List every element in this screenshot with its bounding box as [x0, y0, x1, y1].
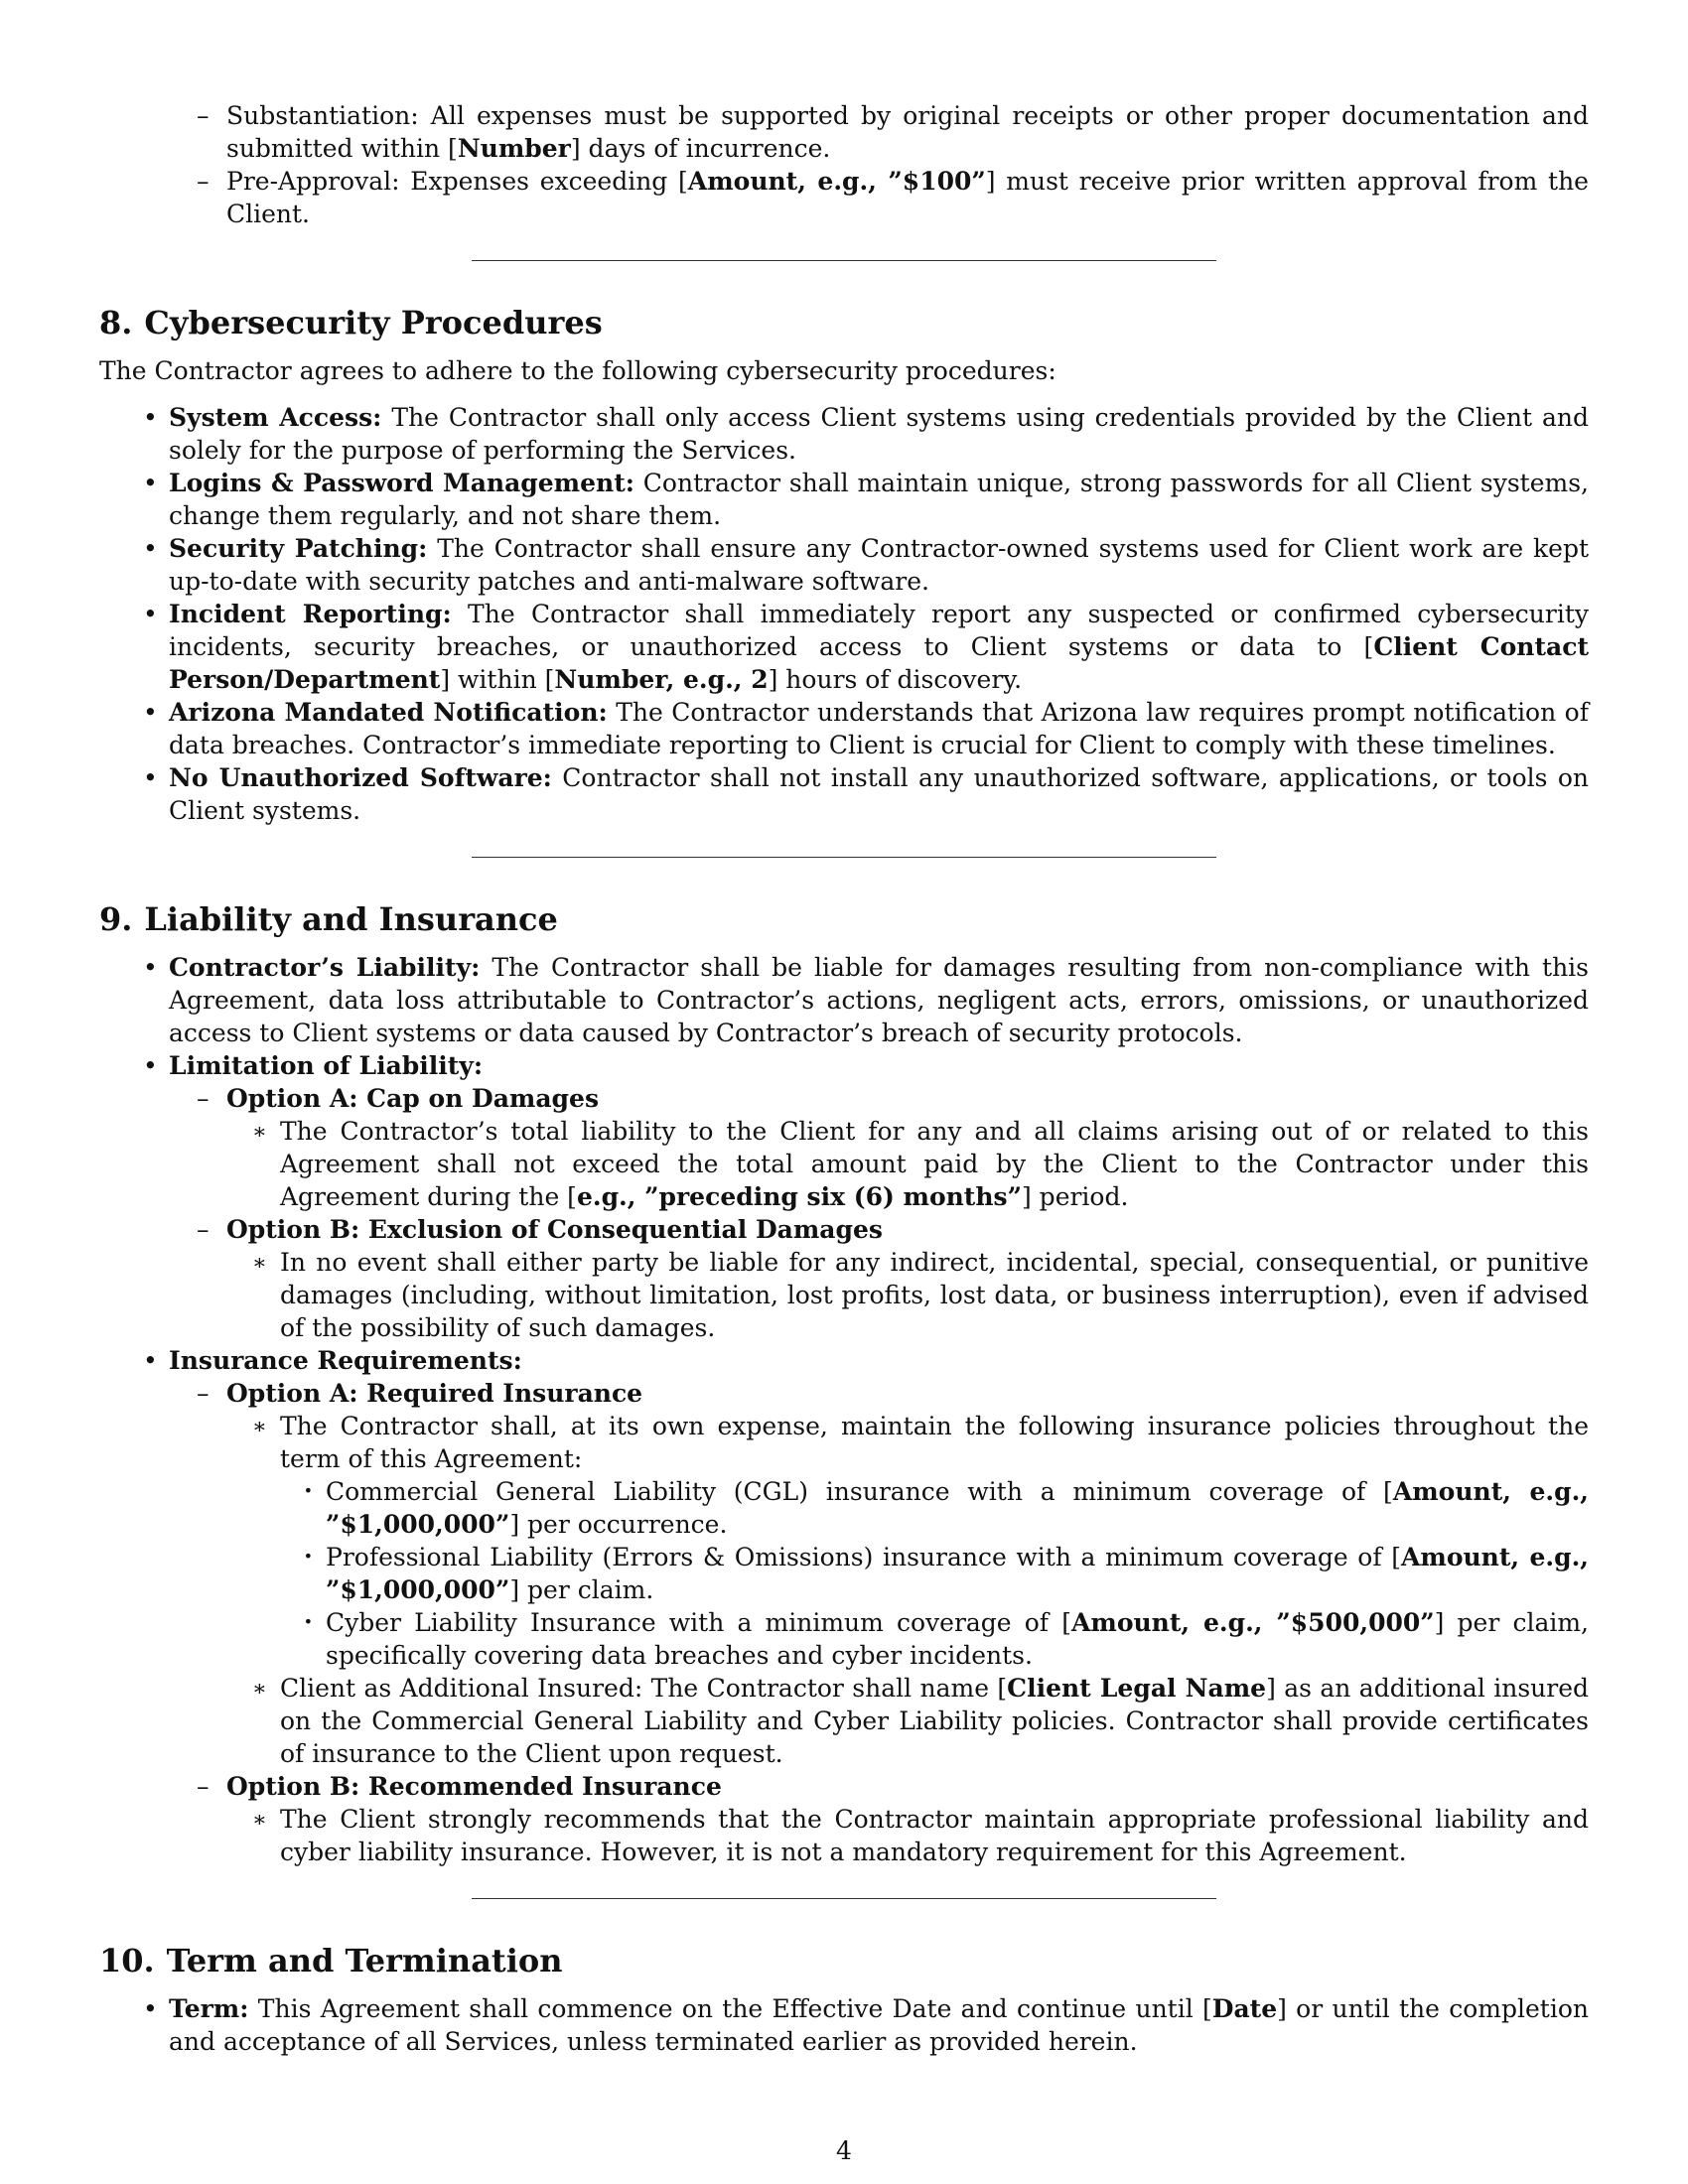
liability-list	[169, 951, 1589, 1868]
insurance-options	[226, 1377, 1589, 1868]
list-item: • Logins & Password Management: Contractor shall maintain unique, strong passwords for all Client systems, change them regularly, and not share them.	[169, 467, 1589, 532]
option-details	[280, 1410, 1589, 1770]
list-item: – Option A: Required Insurance ∗ The Contractor shall, at its own expense, maintain the following insurance policies throughout the term of this Agreement: · Commercial General Liability (CGL) insurance with a minimum coverage of [Amount, e.g., ”$1,000,000”] per occurrence. · Professional Liability (Errors & Omissions) insurance with a minimum coverage of [Amount, e.g., ”$1,000,000”] per claim. · Cyber Liability Insurance with a minimum coverage of [Amount, e.g., ”$500,000”] per claim, specifically covering data breaches and cyber incidents. ∗ Client as Additional Insured: The Contractor shall name [Client Legal Name] as an additional insured on the Commercial General Liability and Cyber Liability policies. Contractor shall provide certificates of insurance to the Client upon request.	[226, 1377, 1589, 1770]
cybersecurity-list	[169, 401, 1589, 827]
section-intro: The Contractor agrees to adhere to the following cybersecurity procedures:	[99, 356, 1056, 385]
section-heading: 10. Term and Termination	[99, 1942, 563, 1979]
expense-subitems	[226, 99, 1589, 230]
option-details	[280, 1115, 1589, 1213]
section-heading: 9. Liability and Insurance	[99, 900, 558, 938]
option-details	[280, 1246, 1589, 1344]
list-item: – Option B: Recommended Insurance ∗ The Client strongly recommends that the Contractor maintain appropriate professional liability and cyber liability insurance. However, it is not a mandatory requirement for this Agreement.	[226, 1770, 1589, 1868]
section-heading: 8. Cybersecurity Procedures	[99, 304, 603, 341]
list-item: • System Access: The Contractor shall only access Client systems using credentials provided by the Client and solely for the purpose of performing the Services.	[169, 401, 1589, 467]
list-item: • Insurance Requirements: – Option A: Required Insurance ∗ The Contractor shall, at its own expense, maintain the following insurance policies throughout the term of this Agreement: · Commercial General Liability (CGL) insurance with a minimum coverage of [Amount, e.g., ”$1,000,000”] per occurrence. · Professional Liability (Errors & Omissions) insurance with a minimum coverage of [Amount, e.g., ”$1,000,000”] per claim. · Cyber Liability Insurance with a minimum coverage of [Amount, e.g., ”$500,000”] per claim, specifically covering data breaches and cyber incidents. ∗ Client as Additional Insured: The Contractor shall name [Client Legal Name] as an additional insured on the Commercial General Liability and Cyber Liability policies. Contractor shall provide certificates of insurance to the Client upon request. – Option B: Recommended Insurance ∗ The Client strongly recommends that the Contractor maintain appropriate professional liability and cyber liability insurance. However, it is not a mandatory requirement for this Agreement.	[169, 1344, 1589, 1868]
list-item: – Option B: Exclusion of Consequential Damages ∗ In no event shall either party be liable for any indirect, incidental, special, consequential, or punitive damages (including, without limitation, lost profits, lost data, or business interruption), even if advised of the possibility of such damages.	[226, 1213, 1589, 1344]
list-item: ∗ The Client strongly recommends that the Contractor maintain appropriate professional liability and cyber liability insurance. However, it is not a mandatory requirement for this Agreement.	[280, 1803, 1589, 1868]
section-divider	[472, 857, 1216, 858]
list-item: • Limitation of Liability: – Option A: Cap on Damages ∗ The Contractor’s total liability to the Client for any and all claims arising out of or related to this Agreement shall not exceed the total amount paid by the Client to the Contractor under this Agreement during the [e.g., ”preceding six (6) months”] period. – Option B: Exclusion of Consequential Damages ∗ In no event shall either party be liable for any indirect, incidental, special, consequential, or punitive damages (including, without limitation, lost profits, lost data, or business interruption), even if advised of the possibility of such damages.	[169, 1049, 1589, 1344]
list-item: • Contractor’s Liability: The Contractor shall be liable for damages resulting from non-compliance with this Agreement, data loss attributable to Contractor’s actions, negligent acts, errors, omissions, or unauthorized access to Client systems or data caused by Contractor’s breach of security protocols.	[169, 951, 1589, 1049]
list-item: • No Unauthorized Software: Contractor shall not install any unauthorized software, applications, or tools on Client systems.	[169, 761, 1589, 827]
term-list	[169, 1992, 1589, 2058]
list-item: – Option A: Cap on Damages ∗ The Contractor’s total liability to the Client for any and all claims arising out of or related to this Agreement shall not exceed the total amount paid by the Client to the Contractor under this Agreement during the [e.g., ”preceding six (6) months”] period.	[226, 1082, 1589, 1213]
insurance-policies	[326, 1475, 1589, 1672]
list-item: ∗ The Contractor’s total liability to the Client for any and all claims arising out of or related to this Agreement shall not exceed the total amount paid by the Client to the Contractor under this Agreement during the [e.g., ”preceding six (6) months”] period.	[280, 1115, 1589, 1213]
list-item: ∗ In no event shall either party be liable for any indirect, incidental, special, consequential, or punitive damages (including, without limitation, lost profits, lost data, or business interruption), even if advised of the possibility of such damages.	[280, 1246, 1589, 1344]
list-item: • Incident Reporting: The Contractor shall immediately report any suspected or confirmed cybersecurity incidents, security breaches, or unauthorized access to Client systems or data to [Client Contact Person/Department] within [Number, e.g., 2] hours of discovery.	[169, 598, 1589, 696]
page-number: 4	[836, 2136, 852, 2165]
list-item: · Professional Liability (Errors & Omissions) insurance with a minimum coverage of [Amount, e.g., ”$1,000,000”] per claim.	[326, 1541, 1589, 1606]
list-item: • Term: This Agreement shall commence on the Effective Date and continue until [Date] or until the completion and acceptance of all Services, unless terminated earlier as provided herein.	[169, 1992, 1589, 2058]
section-divider	[472, 260, 1216, 261]
document-page	[99, 99, 1589, 2058]
list-item: · Cyber Liability Insurance with a minimum coverage of [Amount, e.g., ”$500,000”] per claim, specifically covering data breaches and cyber incidents.	[326, 1606, 1589, 1672]
limitation-options	[226, 1082, 1589, 1344]
list-item: ∗ Client as Additional Insured: The Contractor shall name [Client Legal Name] as an additional insured on the Commercial General Liability and Cyber Liability policies. Contractor shall provide certificates of insurance to the Client upon request.	[280, 1672, 1589, 1770]
list-item: • Security Patching: The Contractor shall ensure any Contractor-owned systems used for Client work are kept up-to-date with security patches and anti-malware software.	[169, 532, 1589, 598]
list-item: · Commercial General Liability (CGL) insurance with a minimum coverage of [Amount, e.g., ”$1,000,000”] per occurrence.	[326, 1475, 1589, 1541]
option-details	[280, 1803, 1589, 1868]
list-item: – Substantiation: All expenses must be supported by original receipts or other proper documentation and submitted within [Number] days of incurrence.	[226, 99, 1589, 165]
list-item: ∗ The Contractor shall, at its own expense, maintain the following insurance policies throughout the term of this Agreement: · Commercial General Liability (CGL) insurance with a minimum coverage of [Amount, e.g., ”$1,000,000”] per occurrence. · Professional Liability (Errors & Omissions) insurance with a minimum coverage of [Amount, e.g., ”$1,000,000”] per claim. · Cyber Liability Insurance with a minimum coverage of [Amount, e.g., ”$500,000”] per claim, specifically covering data breaches and cyber incidents.	[280, 1410, 1589, 1672]
list-item: • Arizona Mandated Notification: The Contractor understands that Arizona law requires prompt notification of data breaches. Contractor’s immediate reporting to Client is crucial for Client to comply with these timelines.	[169, 696, 1589, 761]
section-divider	[472, 1898, 1216, 1899]
list-item: – Pre-Approval: Expenses exceeding [Amount, e.g., ”$100”] must receive prior written approval from the Client.	[226, 165, 1589, 230]
